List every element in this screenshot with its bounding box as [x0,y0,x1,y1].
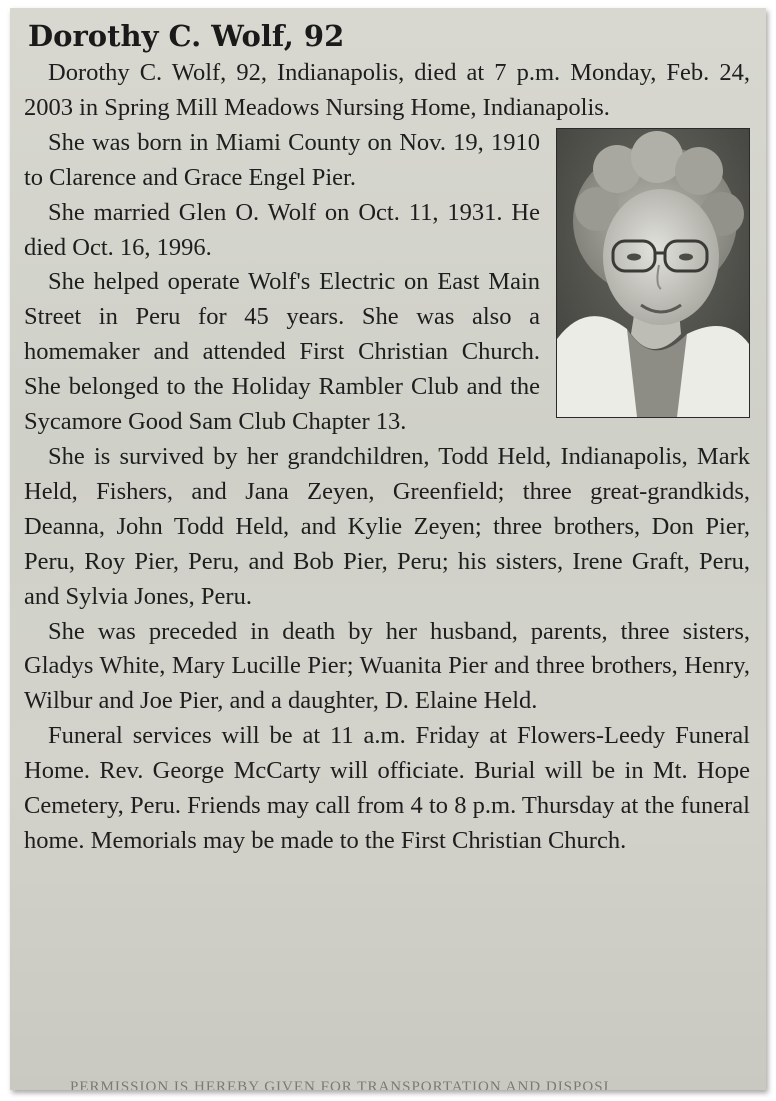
paragraph-survivors: She is survived by her grandchildren, Todd Held, Indianapolis, Mark Held, Fishers, and Jana Zeyen, Greenfield; three great-grandkids, Deanna, John Todd Held, and Kylie Zeyen; three brothers, Don Pier, Peru, Roy Pier, Peru, and Bob Pier, Peru; his sisters, Irene Graft, Peru, and Sylvia Jones, Peru. [24,442,750,610]
paragraph-birth: She was born in Miami County on Nov. 19, 1910 to Clarence and Grace Engel Pier. [24,128,540,191]
paragraph-death-notice: Dorothy C. Wolf, 92, Indianapolis, died at 7 p.m. Monday, Feb. 24, 2003 in Spring Mill Meadows Nursing Home, Indianapolis. [24,59,750,121]
portrait-image [557,129,749,417]
paragraph-services: Funeral services will be at 11 a.m. Friday at Flowers-Leedy Funeral Home. Rev. George McCarty will officiate. Burial will be in Mt. Hope Cemetery, Peru. Friends may call from 4 to 8 p.m. Thursday at the funeral home. Memorials may be made to the First Christian Church. [24,722,750,854]
portrait-photo [556,128,750,418]
cut-off-footer-text: PERMISSION IS HEREBY GIVEN FOR TRANSPORTATION AND DISPOSI [70,1079,610,1090]
paragraph-marriage: She married Glen O. Wolf on Oct. 11, 1931. He died Oct. 16, 1996. [24,198,540,261]
paragraph-life: She helped operate Wolf's Electric on East Main Street in Peru for 45 years. She was also a homemaker and attended First Christian Church. She belonged to the Holiday Rambler Club and the Sycamore Good Sam Club Chapter 13. [24,268,540,436]
headline: Dorothy C. Wolf, 92 [28,19,345,53]
newspaper-clipping [10,8,766,1090]
obituary-body [24,56,750,859]
paragraph-preceded: She was preceded in death by her husband, parents, three sisters, Gladys White, Mary Lucille Pier; Wuanita Pier and three brothers, Henry, Wilbur and Joe Pier, and a daughter, D. Elaine Held. [24,617,750,715]
